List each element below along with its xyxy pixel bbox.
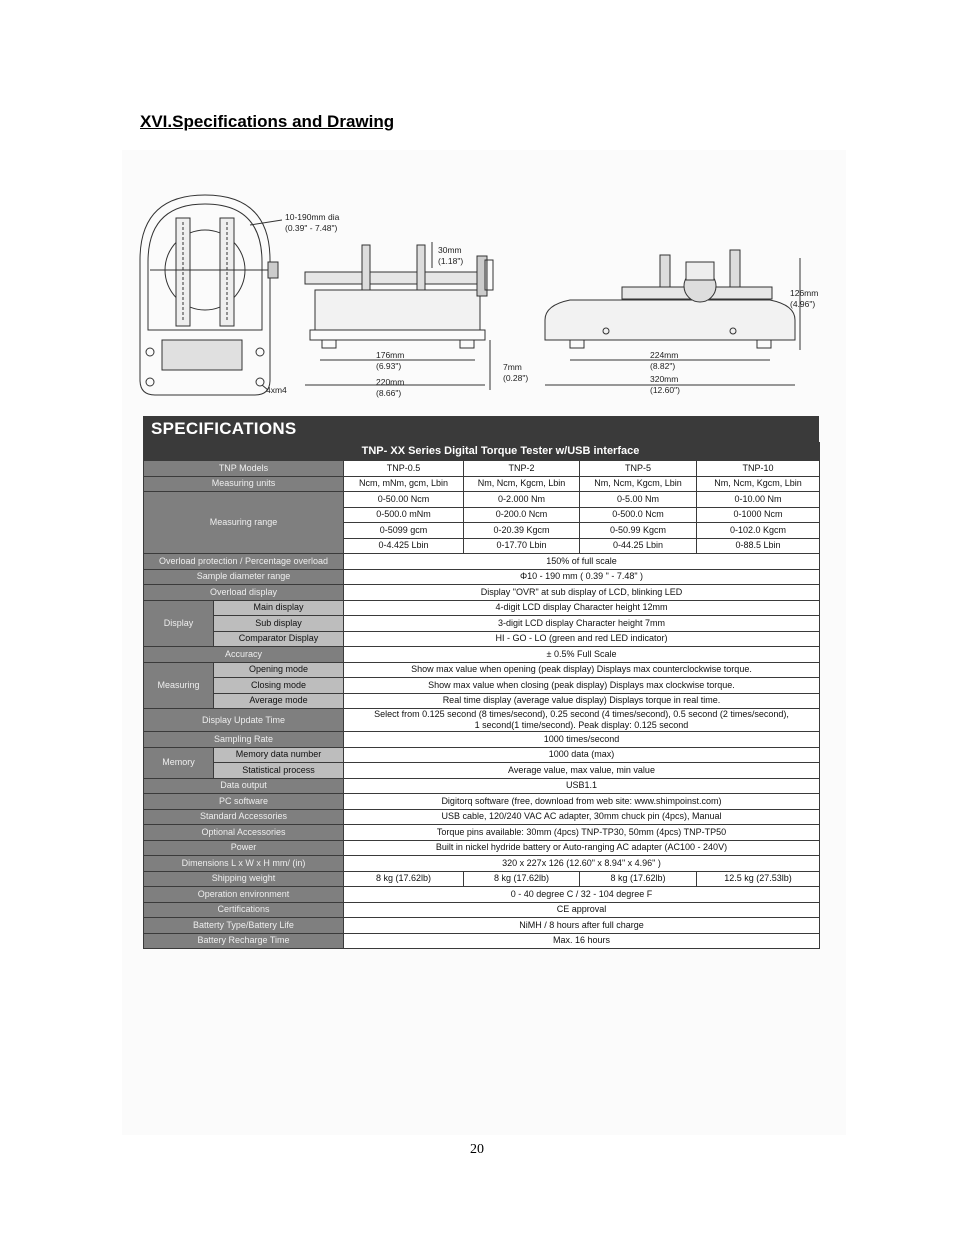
value-cell: 12.5 kg (27.53lb): [697, 871, 820, 887]
table-row: [144, 693, 820, 709]
front-w1-label-2: (6.93"): [376, 361, 402, 371]
update-time-line-1: Select from 0.125 second (8 times/second), 0.25 second (4 times/second), 0.5 second (2 times/second),: [374, 709, 789, 719]
update-time-line-2: 1 second(1 time/second). Peak display: 0.125 second: [474, 720, 689, 730]
value-cell: 0-10.00 Nm: [697, 492, 820, 508]
table-row: [144, 461, 820, 477]
table-row: [144, 825, 820, 841]
row-label: Certifications: [144, 902, 344, 918]
table-row: [144, 763, 820, 779]
table-row: [144, 647, 820, 663]
table-row: [144, 871, 820, 887]
value-cell: 0-5.00 Nm: [580, 492, 697, 508]
value-cell: 1000 data (max): [344, 747, 820, 763]
table-row: [144, 887, 820, 903]
table-row: [144, 732, 820, 748]
row-label: PC software: [144, 794, 344, 810]
section-heading: XVI.Specifications and Drawing: [140, 112, 395, 131]
front-w2-label-1: 220mm: [376, 377, 405, 387]
row-label: Power: [144, 840, 344, 856]
row-label: Memory data number: [214, 747, 344, 763]
row-label: Battery Recharge Time: [144, 933, 344, 949]
value-cell: Built in nickel hydride battery or Auto-ranging AC adapter (AC100 - 240V): [344, 840, 820, 856]
table-row: [144, 585, 820, 601]
table-row: [144, 492, 820, 508]
value-cell: 0-500.0 mNm: [344, 507, 464, 523]
page-number: 20: [470, 1142, 484, 1157]
model-cell: TNP-2: [464, 461, 580, 477]
table-row: [144, 476, 820, 492]
value-cell: 0-50.00 Ncm: [344, 492, 464, 508]
table-row: [144, 569, 820, 585]
row-label: Sampling Rate: [144, 732, 344, 748]
table-row: [144, 794, 820, 810]
side-w1-label-2: (8.82"): [650, 361, 676, 371]
row-label: Standard Accessories: [144, 809, 344, 825]
front-w2-label-2: (8.66"): [376, 388, 402, 398]
value-cell: 0-50.99 Kgcm: [580, 523, 697, 539]
row-label: Dimensions L x W x H mm/ (in): [144, 856, 344, 872]
technical-drawing: [130, 190, 830, 405]
side-w2-label-1: 320mm: [650, 374, 679, 384]
front-pin-label-2: (1.18"): [438, 256, 464, 266]
value-cell: Display "OVR" at sub display of LCD, blinking LED: [344, 585, 820, 601]
row-label: Sub display: [214, 616, 344, 632]
value-cell: Real time display (average value display) Displays torque in real time.: [344, 693, 820, 709]
row-label: Closing mode: [214, 678, 344, 694]
table-row: [144, 443, 820, 461]
value-cell: Digitorq software (free, download from web site: www.shimpoinst.com): [344, 794, 820, 810]
value-cell: 0 - 40 degree C / 32 - 104 degree F: [344, 887, 820, 903]
specifications-table: [143, 442, 820, 949]
value-cell: 0-20.39 Kgcm: [464, 523, 580, 539]
row-label: Overload display: [144, 585, 344, 601]
value-cell: 0-4.425 Lbin: [344, 538, 464, 554]
row-label: Shipping weight: [144, 871, 344, 887]
value-cell: 3-digit LCD display Character height 7mm: [344, 616, 820, 632]
value-cell: Torque pins available: 30mm (4pcs) TNP-TP30, 50mm (4pcs) TNP-TP50: [344, 825, 820, 841]
row-label: Statistical process: [214, 763, 344, 779]
row-label: Comparator Display: [214, 631, 344, 647]
row-label: Measuring units: [144, 476, 344, 492]
model-cell: TNP-10: [697, 461, 820, 477]
value-cell: 4-digit LCD display Character height 12mm: [344, 600, 820, 616]
value-cell: 1000 times/second: [344, 732, 820, 748]
row-label: Optional Accessories: [144, 825, 344, 841]
row-label: Accuracy: [144, 647, 344, 663]
row-label: Operation environment: [144, 887, 344, 903]
row-label: TNP Models: [144, 461, 344, 477]
value-cell: HI - GO - LO (green and red LED indicator): [344, 631, 820, 647]
row-label: Measuring range: [144, 492, 344, 554]
front-gap-label-2: (0.28"): [503, 373, 529, 383]
table-row: [144, 856, 820, 872]
value-cell: 320 x 227x 126 (12.60" x 8.94" x 4.96" ): [344, 856, 820, 872]
specifications-panel: [143, 416, 819, 956]
value-cell: CE approval: [344, 902, 820, 918]
table-row: [144, 778, 820, 794]
value-cell: [344, 709, 820, 732]
side-h-label-2: (4.96"): [790, 299, 816, 309]
value-cell: 0-2.000 Nm: [464, 492, 580, 508]
table-row: [144, 554, 820, 570]
value-cell: NiMH / 8 hours after full charge: [344, 918, 820, 934]
top-feet-label: 4xm4: [266, 385, 287, 395]
value-cell: 0-5099 gcm: [344, 523, 464, 539]
value-cell: ± 0.5% Full Scale: [344, 647, 820, 663]
row-label: Sample diameter range: [144, 569, 344, 585]
row-label: Display Update Time: [144, 709, 344, 732]
value-cell: USB cable, 120/240 VAC AC adapter, 30mm chuck pin (4pcs), Manual: [344, 809, 820, 825]
group-label: Display: [144, 600, 214, 647]
row-label: Average mode: [214, 693, 344, 709]
value-cell: 0-500.0 Ncm: [580, 507, 697, 523]
value-cell: Nm, Ncm, Kgcm, Lbin: [580, 476, 697, 492]
table-row: [144, 616, 820, 632]
value-cell: Nm, Ncm, Kgcm, Lbin: [697, 476, 820, 492]
table-row: [144, 840, 820, 856]
value-cell: 0-44.25 Lbin: [580, 538, 697, 554]
front-w1-label-1: 176mm: [376, 350, 405, 360]
value-cell: 0-88.5 Lbin: [697, 538, 820, 554]
group-label: Measuring: [144, 662, 214, 709]
table-row: [144, 933, 820, 949]
value-cell: Nm, Ncm, Kgcm, Lbin: [464, 476, 580, 492]
value-cell: Average value, max value, min value: [344, 763, 820, 779]
value-cell: Max. 16 hours: [344, 933, 820, 949]
value-cell: Ncm, mNm, gcm, Lbin: [344, 476, 464, 492]
table-row: [144, 600, 820, 616]
table-row: [144, 631, 820, 647]
table-row: [144, 709, 820, 732]
value-cell: 8 kg (17.62lb): [464, 871, 580, 887]
front-gap-label-1: 7mm: [503, 362, 522, 372]
value-cell: Show max value when opening (peak display) Displays max counterclockwise torque.: [344, 662, 820, 678]
table-row: [144, 678, 820, 694]
side-w2-label-2: (12.60"): [650, 385, 680, 395]
row-label: Overload protection / Percentage overload: [144, 554, 344, 570]
table-row: [144, 662, 820, 678]
value-cell: Φ10 - 190 mm ( 0.39 " - 7.48" ): [344, 569, 820, 585]
table-row: [144, 902, 820, 918]
table-row: [144, 918, 820, 934]
value-cell: 0-102.0 Kgcm: [697, 523, 820, 539]
top-view-drawing: [140, 195, 282, 395]
value-cell: 150% of full scale: [344, 554, 820, 570]
row-label: Main display: [214, 600, 344, 616]
model-cell: TNP-0.5: [344, 461, 464, 477]
specifications-subtitle: TNP- XX Series Digital Torque Tester w/USB interface: [144, 443, 820, 461]
front-pin-label-1: 30mm: [438, 245, 462, 255]
value-cell: USB1.1: [344, 778, 820, 794]
value-cell: 0-200.0 Ncm: [464, 507, 580, 523]
side-h-label-1: 126mm: [790, 288, 819, 298]
row-label: Data output: [144, 778, 344, 794]
value-cell: 8 kg (17.62lb): [580, 871, 697, 887]
model-cell: TNP-5: [580, 461, 697, 477]
table-row: [144, 809, 820, 825]
table-row: [144, 747, 820, 763]
value-cell: 0-1000 Ncm: [697, 507, 820, 523]
top-dia-label-1: 10-190mm dia: [285, 212, 340, 222]
side-w1-label-1: 224mm: [650, 350, 679, 360]
top-dia-label-2: (0.39" - 7.48"): [285, 223, 338, 233]
value-cell: 0-17.70 Lbin: [464, 538, 580, 554]
value-cell: 8 kg (17.62lb): [344, 871, 464, 887]
group-label: Memory: [144, 747, 214, 778]
specifications-title: SPECIFICATIONS: [143, 416, 819, 442]
row-label: Opening mode: [214, 662, 344, 678]
value-cell: Show max value when closing (peak display) Displays max clockwise torque.: [344, 678, 820, 694]
row-label: Batterty Type/Battery Life: [144, 918, 344, 934]
